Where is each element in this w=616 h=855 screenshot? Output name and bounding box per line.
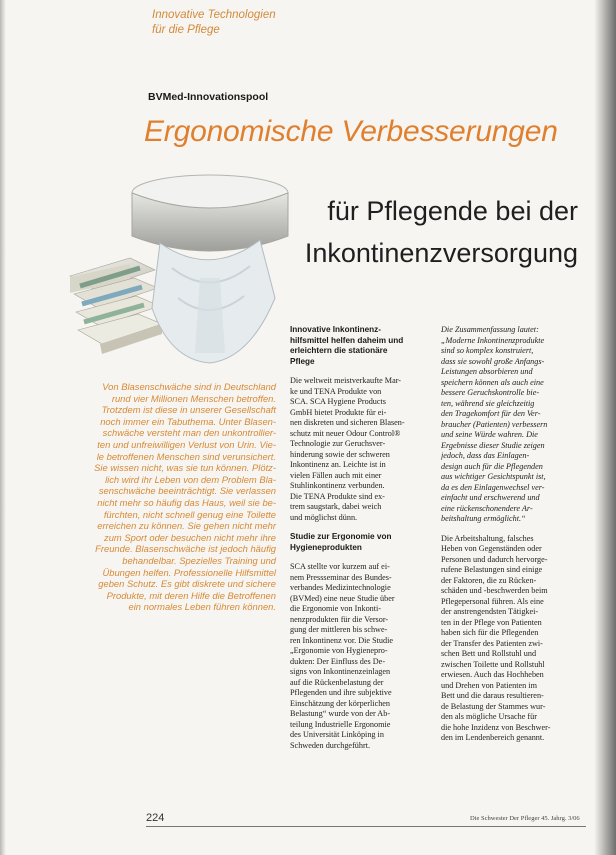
text-line: den im Lendenbereich genannt. [441,733,545,742]
headline: Ergonomische Verbesserungen [144,115,558,148]
intro-line: Übungen helfen. Professionelle Hilfsmittel [102,566,276,578]
scan-shadow-right [594,0,616,855]
text-line: speichern können als auch eine [441,377,544,387]
intro-line: senschwäche beeinträchtigt. Sie verlassen [98,485,276,497]
intro-paragraph [58,381,276,613]
text-line: ten, während sie gleichzeitig [441,398,535,408]
intro-line: Von Blasenschwäche sind in Deutschland [102,381,276,392]
text-line: nen diskreten und sicheren Blasen- [290,418,405,427]
intro-line: ein normales Leben führen können. [128,601,276,613]
text-line: „Moderne Inkontinenzprodukte [441,335,545,345]
text-line: den Tragekomfort für den Ver- [441,409,541,418]
text-line: braucher (Patienten) verbessern [441,419,548,429]
text-line: Hygieneprodukten [290,542,362,552]
text-line: der Faktoren, die zu Rücken- [441,575,537,585]
text-line: beitshaltung ermöglicht.“ [441,514,526,523]
text-line: Innovative Inkontinenz- [290,325,381,334]
text-line: (BVMed) eine neue Studie über [290,593,395,603]
text-line: Leistungen absorbieren und [441,367,533,376]
text-line: Bett und die daraus resultieren- [441,691,544,700]
text-line: gung der mittleren bis schwe- [290,625,388,634]
text-line: den als mögliche Ursache für [441,712,537,721]
intro-line: le betroffenen Menschen sind verunsichert. [96,450,276,462]
text-line: dukten: Der Einfluss des De- [290,656,386,666]
text-line: GmbH bietet Produkte für ei- [290,407,387,417]
intro-line: zum Sport oder besuchen nicht mehr ihre [104,531,276,543]
text-line: signs von Inkontinenzeinlagen [290,667,391,676]
text-line: ten in der Pflege von Patienten [441,617,542,627]
kicker-line: für die Pflege [152,24,220,36]
text-line: hinderung sowie der schweren [290,449,390,459]
text-line: SCA. SCA Hygiene Products [290,397,386,406]
text-line: Inkontinenz an. Leichte ist in [290,460,386,469]
intro-line: lich wird ihr Leben von dem Problem Bla- [105,473,276,485]
text-line: Einschätzung der körperlichen [290,698,391,708]
text-line: ren Inkontinenz vor. Die Studie [290,635,394,645]
text-line: erwiesen. Auch das Hochheben [441,670,544,679]
text-line: Stuhlinkontinenz verbunden. [290,481,385,490]
text-line: eine rückenschonendere Ar- [441,503,533,513]
text-line: bessere Geruchskontrolle bie- [441,388,540,397]
paragraph-gap [290,553,430,562]
text-column-middle [290,325,430,751]
kicker [152,8,332,38]
text-line: des Universität Linköping in [290,730,384,739]
text-line: teilung Industrielle Ergonomie [290,719,391,729]
intro-line: rund vier Millionen Menschen betroffen. [111,392,276,404]
text-line: da es den Einlagenwechsel ver- [441,482,545,492]
text-line: Pflegenden und ihre subjektive [290,688,392,697]
paragraph-gap [441,525,583,534]
footer-source: Die Schwester Der Pfleger 45. Jahrg. 3/06 [470,815,580,822]
kicker-line: Innovative Technologien [152,9,276,21]
text-line: auf die Rückenbelastung der [290,677,384,687]
text-line: trem saugstark, dabei weich [290,502,382,511]
text-line: SCA stellte vor kurzem auf ei- [290,562,390,571]
text-line: verbandes Medizintechnologie [290,583,391,592]
text-line: „Ergonomie von Hygienepro- [290,646,388,655]
intro-line: Produkte, mit deren Hilfe die Betroffenen [106,589,276,601]
text-line: und Drehen von Patienten im [441,680,537,690]
text-line: sind so komplex konstruiert, [441,346,534,355]
text-line: schen Bett und Rollstuhl und [441,649,537,658]
scan-shadow-left [0,0,6,855]
text-line: erleichtern die stationäre [290,346,388,355]
text-line: Die TENA Produkte sind ex- [290,491,385,501]
text-line: dass sie sowohl große Anfangs- [441,356,545,366]
text-line: Technologie zur Geruchsver- [290,439,386,448]
intro-line: schwäche versteht man den unkontrollier- [102,427,276,439]
text-line: Die weltweit meistverkaufte Mar- [290,376,402,385]
text-line: Belastung“ wurde von der Ab- [290,709,391,718]
text-line: Studie zur Ergonomie von [290,532,392,541]
text-line: design auch für die Pflegenden [441,461,543,471]
text-line: die hohe Inzidenz von Beschwer- [441,722,551,732]
text-line: einfacht und erschwerend und [441,493,540,502]
text-line: nem Pressseminar des Bundes- [290,572,392,582]
paragraph-gap [290,367,430,376]
subheadline-line: Inkontinenzversorgung [304,238,578,268]
text-line: hilfsmittel helfen daheim und [290,335,404,345]
intro-line: fürchten, nicht schnell genug eine Toilette [103,508,276,520]
intro-line: Trotzdem ist diese in unserer Gesellschaft [101,404,276,416]
page-number: 224 [146,812,165,824]
text-line: nenzprodukten für die Versor- [290,614,389,624]
subheadline [305,190,578,274]
text-line: schäden und -beschwerden beim [441,586,548,595]
text-line: die Ergonomie von Inkonti- [290,604,382,613]
text-line: schutz mit neuer Odour Control® [290,428,401,438]
text-line: Schweden durchgeführt. [290,740,371,750]
intro-line: noch immer ein Tabuthema. Unter Blasen- [100,415,276,427]
text-line: aus wichtiger Gesichtspunkt ist, [441,472,546,481]
text-line: Ergebnisse dieser Studie zeigen [441,440,545,450]
intro-line: Freunde. Blasenschwäche ist jedoch häufig [95,543,276,555]
text-line: Die Arbeitshaltung, falsches [441,533,534,543]
text-line: und möglichst dünn. [290,512,358,522]
text-column-right [441,325,583,744]
intro-line: behandelbar. Spezielles Training und [122,554,276,566]
text-line: Pflegepersonal führen. Als eine [441,596,544,606]
text-line: der anstrengendsten Tätigkei- [441,607,539,616]
text-line: und seine Würde wahren. Die [441,430,538,439]
text-line: rufene Belastungen sind einige [441,565,543,574]
product-photo [60,148,310,373]
intro-line: geben Schutz. Es gibt diskrete und sichere [98,578,276,590]
subheadline-line: für Pflegende bei der [327,196,578,226]
text-line: Personen und dadurch hervorge- [441,554,548,564]
text-line: jedoch, dass das Einlagen- [441,451,530,460]
text-line: ke und TENA Produkte von [290,386,382,396]
text-line: Die Zusammenfassung lautet: [441,325,539,334]
paragraph-gap [290,523,430,532]
text-line: Heben von Gegenständen oder [441,544,542,553]
intro-line: Sie wissen nicht, was sie tun können. Plötz- [94,462,276,474]
intro-line: ten und unfreiwilligen Verlust von Urin. Vie- [97,438,276,450]
text-line: vielen Fällen auch mit einer [290,470,382,480]
text-line: de Belastung der Stammes wur- [441,701,546,711]
intro-line: erreichen zu können. Sie gehen nicht mehr [97,520,276,532]
text-line: der Transfer des Patienten zwi- [441,638,543,648]
footer-rule [146,826,586,827]
section-label: BVMed-Innovationspool [148,91,269,103]
text-line: haben sich für die Pflegenden [441,628,539,637]
text-line: zwischen Toilette und Rollstuhl [441,659,545,669]
text-line: Pflege [290,356,315,366]
intro-line: nicht mehr so häufig das Haus, weil sie be- [97,496,276,508]
